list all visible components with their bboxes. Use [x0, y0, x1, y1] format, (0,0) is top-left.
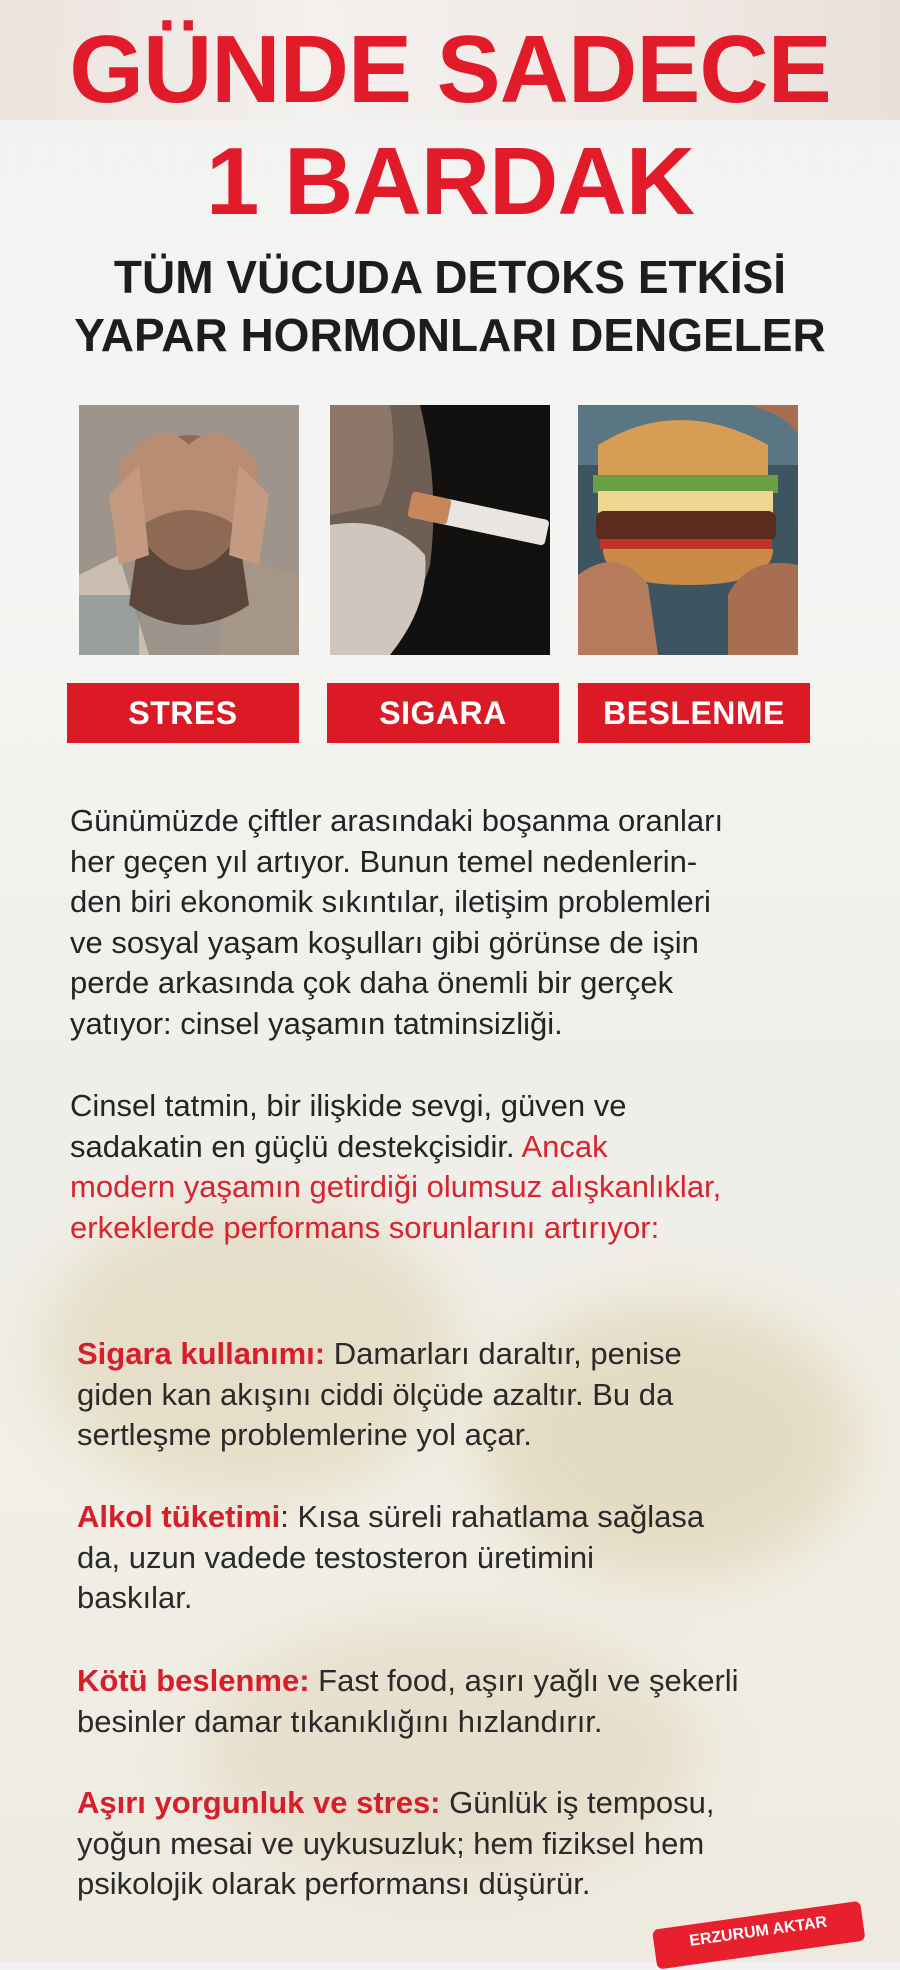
second-line-highlight: erkeklerde performans sorunlarını artırıyor: [70, 1209, 660, 1245]
bullet-text: Fast food, aşırı yağlı ve şekerli [309, 1663, 739, 1698]
bullet-text: giden kan akışını ciddi ölçüde azaltır. Bu da [77, 1376, 674, 1412]
intro-line: Günümüzde çiftler arasındaki boşanma oranları [70, 803, 724, 838]
bullet-lead: Kötü beslenme: [77, 1663, 310, 1698]
bullet-first-line [77, 1334, 837, 1375]
bullet-alkol [77, 1497, 837, 1619]
category-label-beslenme: BESLENME [578, 683, 810, 743]
burger-photo [578, 405, 798, 655]
bullet-yorgunluk [77, 1783, 837, 1905]
smoking-photo [330, 405, 550, 655]
second-line-plain: sadakatin en güçlü destekçisidir. [70, 1128, 522, 1164]
bullet-text: yoğun mesai ve uykusuzluk; hem fiziksel hem [77, 1825, 705, 1861]
category-label-sigara: SIGARA [327, 683, 559, 743]
bullet-text: psikolojik olarak performansı düşürür. [77, 1866, 591, 1901]
bullet-text: besinler damar tıkanıklığını hızlandırır. [77, 1703, 603, 1739]
intro-line: perde arkasında çok daha önemli bir gerçek [70, 965, 674, 1000]
bullet-first-line [77, 1661, 837, 1702]
bullet-lead: Alkol tüketimi [77, 1499, 281, 1534]
intro-line: yatıyor: cinsel yaşamın tatminsizliği. [70, 1005, 563, 1041]
bullet-text: da, uzun vadede testosteron üretimini [77, 1539, 594, 1575]
bullet-first-line [77, 1783, 837, 1824]
stressed-man-photo [79, 405, 299, 655]
bullet-sigara [77, 1334, 837, 1456]
headline-line-1: GÜNDE SADECE [69, 16, 831, 123]
subheadline [0, 248, 900, 364]
brand-tag: ERZURUM AKTAR [652, 1901, 866, 1970]
second-line [70, 1127, 870, 1168]
intro-paragraph [70, 801, 870, 1044]
category-label-stres: STRES [67, 683, 299, 743]
bullet-text: Günlük iş temposu, [440, 1785, 715, 1820]
subheadline-line-1: TÜM VÜCUDA DETOKS ETKİSİ [113, 251, 787, 303]
intro-line: her geçen yıl artıyor. Bunun temel nedenlerin- [70, 843, 698, 879]
bullet-text: Damarları daraltır, penise [325, 1336, 682, 1371]
intro-line: ve sosyal yaşam koşulları gibi görünse de işin [70, 924, 699, 960]
bullet-text: baskılar. [77, 1580, 193, 1615]
second-line: Cinsel tatmin, bir ilişkide sevgi, güven ve [70, 1088, 627, 1123]
bullet-first-line [77, 1497, 837, 1538]
bullet-beslenme [77, 1661, 837, 1742]
bullet-text: sertleşme problemlerine yol açar. [77, 1417, 532, 1452]
subheadline-line-2: YAPAR HORMONLARI DENGELER [74, 309, 826, 361]
headline-line-2: 1 BARDAK [205, 128, 695, 235]
intro-line: den biri ekonomik sıkıntılar, iletişim problemleri [70, 884, 711, 919]
headline [0, 14, 900, 238]
second-line-highlight: Ancak [521, 1128, 608, 1164]
bullet-lead: Aşırı yorgunluk ve stres: [77, 1785, 441, 1820]
bullet-lead: Sigara kullanımı: [77, 1336, 326, 1371]
bullet-text: : Kısa süreli rahatlama sağlasa [280, 1499, 705, 1534]
second-paragraph [70, 1086, 870, 1248]
second-line-highlight: modern yaşamın getirdiği olumsuz alışkanlıklar, [70, 1169, 722, 1204]
